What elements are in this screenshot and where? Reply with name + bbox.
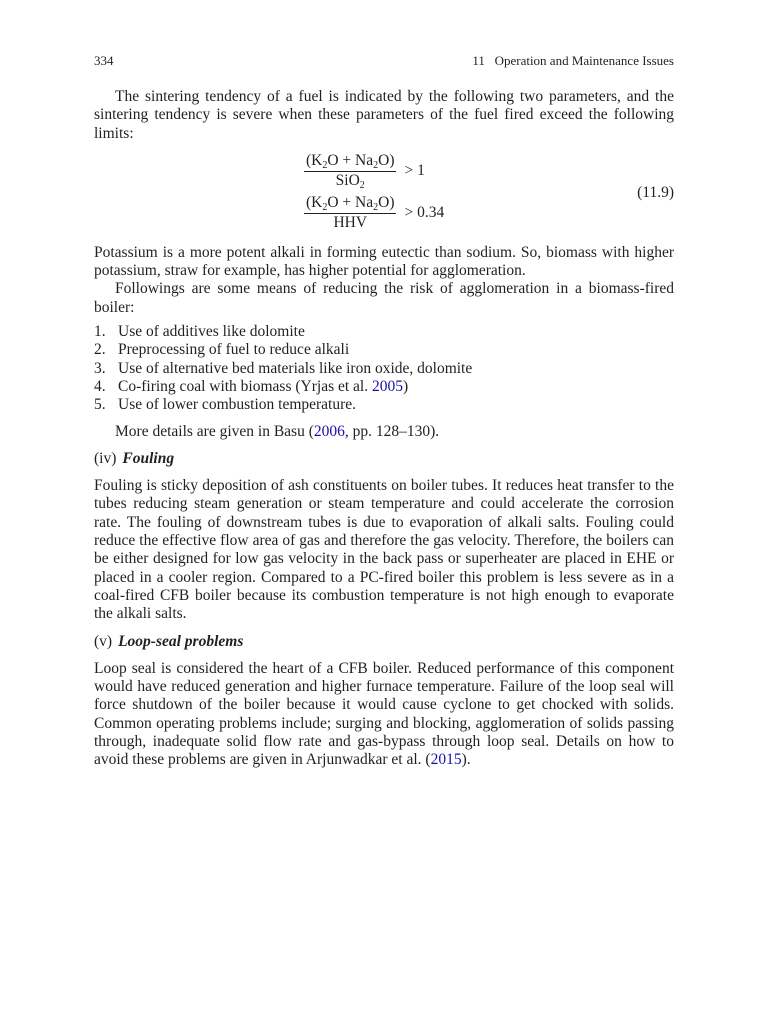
section-title: Loop-seal problems <box>118 632 244 650</box>
paragraph-potassium: Potassium is a more potent alkali in forming eutectic than sodium. So, biomass with higher potassium, straw for example, has higher potential for agglomeration. <box>94 243 674 280</box>
equation-11-9 <box>94 152 674 238</box>
section-label: (iv) <box>94 449 117 467</box>
paragraph-fouling: Fouling is sticky deposition of ash constituents on boiler tubes. It reduces heat transfer to the tubes reducing steam generation or steam temperature and could accelerate the corrosion rate. The fouling of downstream tubes is due to evaporation of alkali salts. Fouling could reduce the effective flow area of gas and therefore the gas velocity. Therefore, the boilers can be either designed for low gas velocity in the back pass or superheater are placed in EHE or placed in a cooler region. Compared to a PC-fired boiler this problem is less severe as in a coal-fired CFB boiler because its combustion temperature is not high enough to evaporate the alkali salts. <box>94 477 674 623</box>
list-item: 2. Preprocessing of fuel to reduce alkali <box>94 341 350 359</box>
list-item: 3. Use of alternative bed materials like iron oxide, dolomite <box>94 359 473 377</box>
citation-link-2005[interactable]: 2005 <box>371 377 403 395</box>
paragraph-loop-seal: Loop seal is considered the heart of a CFB boiler. Reduced performance of this component would have reduced generation and higher furnace temperature. Failure of the loop seal will force shutdown of the boiler because it would cause cyclone to get chocked with solids. Common operating problems include; surging and blocking, agglomeration of solids passing through, inadequate solid flow rate and gas-bypass through loop seal. Details on how to avoid these problems are given in Arjunwadkar et al. (2015). <box>94 659 674 769</box>
list-item: 5. Use of lower combustion temperature. <box>94 396 357 414</box>
citation-link-2015[interactable]: 2015 <box>430 751 462 769</box>
list-item: 4. Co-firing coal with biomass (Yrjas et al. 2005) <box>94 377 409 395</box>
fraction-1-numerator: $(K_2O + Na_2O)$ <box>306 151 395 171</box>
section-label: (v) <box>94 632 113 650</box>
page-number: 334 <box>94 53 114 68</box>
list-item: 1. Use of additives like dolomite <box>94 323 305 341</box>
equation-row-1 <box>304 152 425 191</box>
equation-row-2 <box>304 194 444 233</box>
citation-link-2006[interactable]: 2006 <box>313 422 345 440</box>
relation-2: > 0.34 <box>404 204 445 222</box>
fraction-1-denominator: SiO$_2$ <box>335 172 365 192</box>
paragraph-sintering: The sintering tendency of a fuel is indicated by the following two parameters, and the sintering tendency is severe when these parameters of the fuel fired exceed the following limits: <box>94 88 674 142</box>
section-title: Fouling <box>122 449 175 467</box>
reduction-means-list <box>94 323 674 414</box>
fraction-2 <box>304 194 396 233</box>
section-heading-fouling <box>94 450 674 468</box>
equation-number: (11.9) <box>637 183 674 201</box>
fraction-1 <box>304 152 396 191</box>
paragraph-more-details: More details are given in Basu (2006, pp. 128–130). <box>115 422 440 440</box>
fraction-2-numerator: $(K_2O + Na_2O)$ <box>306 193 395 213</box>
paragraph-followings: Followings are some means of reducing the risk of agglomeration in a biomass-fired boiler: <box>94 280 674 316</box>
fraction-2-denominator: HHV <box>333 214 368 232</box>
body-text <box>94 88 674 770</box>
section-heading-loop-seal <box>94 633 674 651</box>
running-title: 11 Operation and Maintenance Issues <box>472 53 674 68</box>
relation-1: > 1 <box>404 162 425 180</box>
